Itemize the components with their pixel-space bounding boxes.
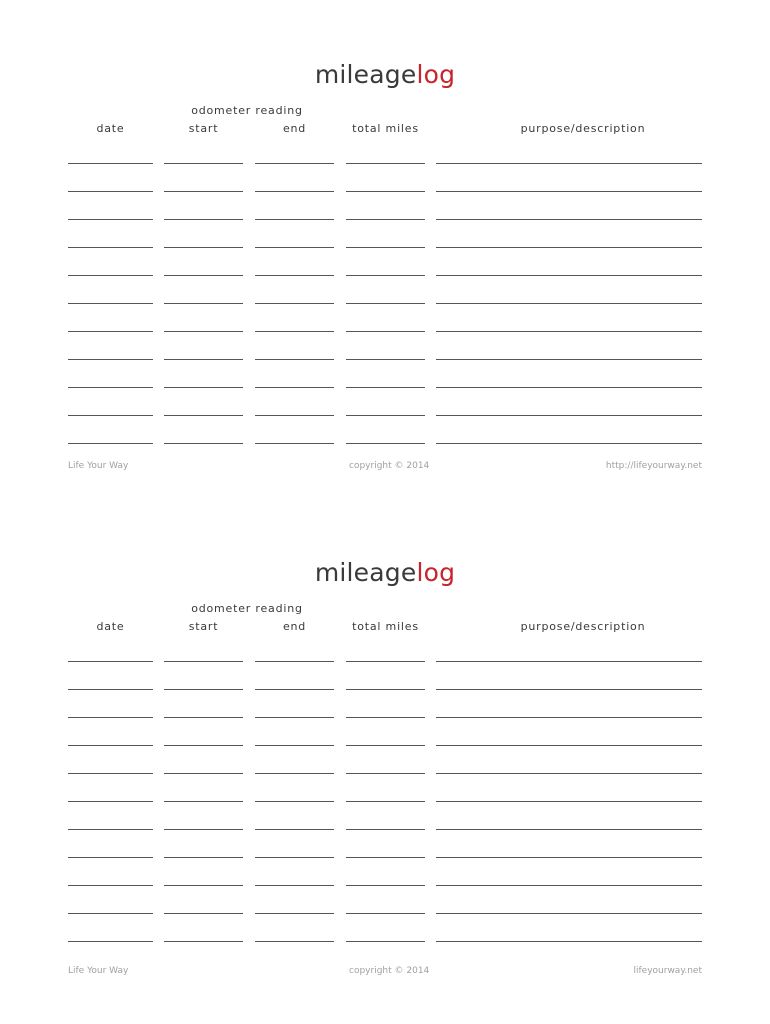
entry-row <box>0 913 770 914</box>
start-line <box>164 275 243 276</box>
start-line <box>164 331 243 332</box>
date-line <box>68 885 153 886</box>
end-line <box>255 331 334 332</box>
title-main: mileage <box>314 558 417 587</box>
footer-left: Life Your Way <box>68 461 129 471</box>
entry-row <box>0 415 770 416</box>
end-line <box>255 689 334 690</box>
date-line <box>68 857 153 858</box>
start-line <box>164 717 243 718</box>
mileage-log-2 <box>0 553 770 1023</box>
date-line <box>68 303 153 304</box>
end-line <box>255 443 334 444</box>
end-line <box>255 773 334 774</box>
title-accent: log <box>416 60 456 89</box>
end-line <box>255 885 334 886</box>
end-line <box>255 717 334 718</box>
purpose-line <box>436 247 702 248</box>
purpose-line <box>436 857 702 858</box>
end-line <box>255 829 334 830</box>
purpose-line <box>436 219 702 220</box>
end-line <box>255 857 334 858</box>
total-miles-line <box>346 163 425 164</box>
date-line <box>68 191 153 192</box>
date-line <box>68 443 153 444</box>
start-line <box>164 689 243 690</box>
end-line <box>255 191 334 192</box>
start-line <box>164 163 243 164</box>
start-line <box>164 247 243 248</box>
purpose-line <box>436 303 702 304</box>
date-line <box>68 275 153 276</box>
total-miles-line <box>346 275 425 276</box>
total-miles-line <box>346 219 425 220</box>
total-miles-line <box>346 415 425 416</box>
date-line <box>68 689 153 690</box>
end-line <box>255 303 334 304</box>
start-header: start <box>188 122 219 135</box>
start-line <box>164 359 243 360</box>
purpose-line <box>436 941 702 942</box>
total-miles-line <box>346 191 425 192</box>
entry-row <box>0 191 770 192</box>
total-miles-header: total miles <box>352 620 419 633</box>
start-line <box>164 219 243 220</box>
total-miles-line <box>346 331 425 332</box>
end-line <box>255 913 334 914</box>
entry-row <box>0 359 770 360</box>
purpose-line <box>436 415 702 416</box>
log-title <box>0 553 770 593</box>
purpose-line <box>436 387 702 388</box>
date-line <box>68 163 153 164</box>
footer-right: lifeyourway.net <box>633 966 702 976</box>
date-line <box>68 745 153 746</box>
purpose-line <box>436 443 702 444</box>
entry-row <box>0 247 770 248</box>
date-line <box>68 829 153 830</box>
purpose-line <box>436 801 702 802</box>
total-miles-header: total miles <box>352 122 419 135</box>
purpose-line <box>436 885 702 886</box>
date-line <box>68 387 153 388</box>
entry-row <box>0 885 770 886</box>
date-header: date <box>96 122 125 135</box>
purpose-line <box>436 661 702 662</box>
date-line <box>68 717 153 718</box>
entry-row <box>0 219 770 220</box>
date-line <box>68 219 153 220</box>
total-miles-line <box>346 661 425 662</box>
start-line <box>164 303 243 304</box>
date-line <box>68 359 153 360</box>
total-miles-line <box>346 443 425 444</box>
start-line <box>164 857 243 858</box>
total-miles-line <box>346 885 425 886</box>
entry-row <box>0 857 770 858</box>
entry-row <box>0 275 770 276</box>
date-line <box>68 773 153 774</box>
purpose-line <box>436 163 702 164</box>
entry-row <box>0 387 770 388</box>
start-header: start <box>188 620 219 633</box>
purpose-description-header: purpose/description <box>520 620 646 633</box>
purpose-line <box>436 829 702 830</box>
footer-center: copyright © 2014 <box>349 966 430 976</box>
total-miles-line <box>346 941 425 942</box>
end-line <box>255 745 334 746</box>
total-miles-line <box>346 359 425 360</box>
date-line <box>68 415 153 416</box>
purpose-line <box>436 689 702 690</box>
end-line <box>255 163 334 164</box>
total-miles-line <box>346 247 425 248</box>
total-miles-line <box>346 689 425 690</box>
purpose-line <box>436 913 702 914</box>
purpose-description-header: purpose/description <box>520 122 646 135</box>
purpose-line <box>436 717 702 718</box>
end-line <box>255 801 334 802</box>
start-line <box>164 661 243 662</box>
end-line <box>255 275 334 276</box>
entry-row <box>0 801 770 802</box>
purpose-line <box>436 745 702 746</box>
purpose-line <box>436 773 702 774</box>
date-line <box>68 941 153 942</box>
end-line <box>255 387 334 388</box>
end-line <box>255 359 334 360</box>
total-miles-line <box>346 829 425 830</box>
end-line <box>255 415 334 416</box>
total-miles-line <box>346 773 425 774</box>
purpose-line <box>436 359 702 360</box>
footer-left: Life Your Way <box>68 966 129 976</box>
start-line <box>164 415 243 416</box>
end-line <box>255 219 334 220</box>
entry-row <box>0 661 770 662</box>
end-header: end <box>282 122 307 135</box>
date-header: date <box>96 620 125 633</box>
date-line <box>68 331 153 332</box>
end-line <box>255 941 334 942</box>
odometer-reading-header: odometer reading <box>191 104 303 117</box>
footer-center: copyright © 2014 <box>349 461 430 471</box>
date-line <box>68 661 153 662</box>
purpose-line <box>436 331 702 332</box>
start-line <box>164 885 243 886</box>
total-miles-line <box>346 717 425 718</box>
end-header: end <box>282 620 307 633</box>
total-miles-line <box>346 387 425 388</box>
entry-row <box>0 303 770 304</box>
entry-row <box>0 443 770 444</box>
start-line <box>164 191 243 192</box>
date-line <box>68 247 153 248</box>
start-line <box>164 913 243 914</box>
total-miles-line <box>346 303 425 304</box>
purpose-line <box>436 275 702 276</box>
total-miles-line <box>346 857 425 858</box>
entry-row <box>0 717 770 718</box>
odometer-reading-header: odometer reading <box>191 602 303 615</box>
start-line <box>164 745 243 746</box>
entry-row <box>0 941 770 942</box>
total-miles-line <box>346 913 425 914</box>
start-line <box>164 941 243 942</box>
start-line <box>164 773 243 774</box>
entry-row <box>0 689 770 690</box>
total-miles-line <box>346 745 425 746</box>
date-line <box>68 801 153 802</box>
total-miles-line <box>346 801 425 802</box>
start-line <box>164 801 243 802</box>
entry-row <box>0 829 770 830</box>
mileage-log-1 <box>0 55 770 525</box>
entry-row <box>0 163 770 164</box>
purpose-line <box>436 191 702 192</box>
title-main: mileage <box>314 60 417 89</box>
start-line <box>164 387 243 388</box>
entry-row <box>0 745 770 746</box>
entry-row <box>0 773 770 774</box>
footer-right: http://lifeyourway.net <box>605 461 702 471</box>
date-line <box>68 913 153 914</box>
entry-row <box>0 331 770 332</box>
start-line <box>164 443 243 444</box>
title-accent: log <box>416 558 456 587</box>
end-line <box>255 247 334 248</box>
end-line <box>255 661 334 662</box>
log-title <box>0 55 770 95</box>
start-line <box>164 829 243 830</box>
